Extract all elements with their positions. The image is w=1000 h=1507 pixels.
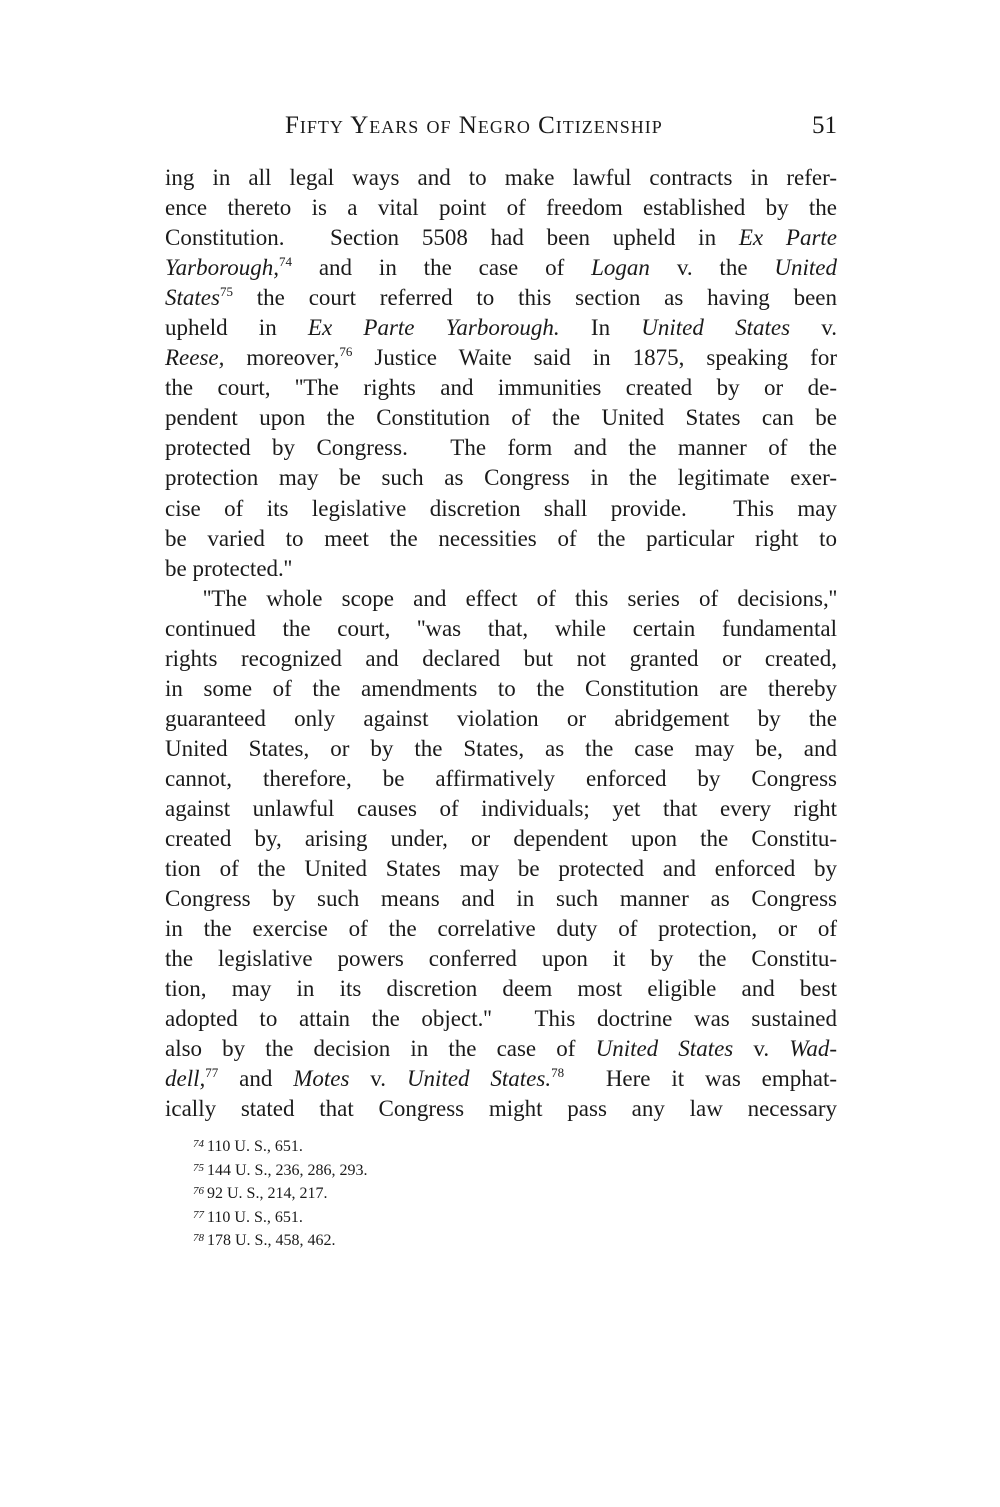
text-line: continued the court, ''was that, while certain fundamental	[165, 615, 837, 641]
footnote: $^{74}$ 110 U. S., 651.	[193, 1138, 303, 1155]
text-line: also by the decision in the case of United States v. Wad-	[165, 1036, 838, 1062]
text-line: rights recognized and declared but not granted or created,	[165, 645, 837, 671]
running-title: Fifty Years of Negro Citizenship	[285, 112, 663, 139]
text-line: ''The whole scope and effect of this series of decisions,''	[203, 585, 837, 611]
text-line: ing in all legal ways and to make lawful contracts in refer-	[165, 165, 837, 190]
footnote: $^{78}$ 178 U. S., 458, 462.	[193, 1232, 336, 1250]
text-line: cise of its legislative discretion shall provide. This may	[165, 495, 837, 521]
footnote: $^{75}$ 144 U. S., 236, 286, 293.	[193, 1161, 368, 1179]
text-line: ence thereto is a vital point of freedom established by the	[165, 195, 837, 221]
text-line: against unlawful causes of individuals; yet that every right	[165, 795, 837, 821]
text-line: Constitution. Section 5508 had been upheld in Ex Parte	[165, 225, 837, 251]
text-line: the legislative powers conferred upon it by the Constitu-	[165, 946, 837, 972]
text-line: protected by Congress. The form and the manner of the	[165, 435, 837, 461]
text-line: in some of the amendments to the Constitution are thereby	[165, 675, 837, 701]
text-line: tion of the United States may be protected and enforced by	[165, 856, 837, 882]
footnote-ref: 76	[339, 344, 353, 360]
text-line: dell,$^{77}$ and Motes v. United States.$^{78}$ Here it was emphat-	[165, 1065, 838, 1092]
text-line: Reese, moreover,$^{76}$ Justice Waite said in 1875, speaking for	[165, 344, 837, 371]
text-line: guaranteed only against violation or abridgement by the	[165, 705, 837, 731]
text-line: Yarborough,$^{74}$ and in the case of Logan v. the United	[165, 254, 838, 281]
text-line: adopted to attain the object.'' This doctrine was sustained	[165, 1006, 837, 1032]
text-line: upheld in Ex Parte Yarborough. In United States v.	[165, 315, 838, 341]
text-line: tion, may in its discretion deem most eligible and best	[165, 976, 837, 1002]
footnote: $^{77}$ 110 U. S., 651.	[193, 1208, 303, 1226]
text-line: in the exercise of the correlative duty of protection, or of	[165, 916, 837, 942]
text-line: protection may be such as Congress in the legitimate exer-	[165, 465, 837, 491]
footnote-mark: 76	[193, 1185, 204, 1198]
footnote-ref: 75	[219, 284, 233, 300]
body-text	[165, 163, 837, 1125]
text-line: the court, ''The rights and immunities created by or de-	[165, 375, 837, 401]
text-line: cannot, therefore, be affirmatively enforced by Congress	[165, 765, 837, 791]
text-line: States$^{75}$ the court referred to this section as having been	[165, 284, 837, 311]
text-line: ically stated that Congress might pass any law necessary	[165, 1096, 837, 1122]
footnote: $^{76}$ 92 U. S., 214, 217.	[193, 1185, 328, 1203]
footnote-ref: 78	[551, 1065, 565, 1081]
text-line: be protected.''	[165, 555, 293, 581]
footnote-mark: 77	[193, 1208, 204, 1221]
footnote-mark: 78	[193, 1232, 204, 1245]
text-line: be varied to meet the necessities of the particular right to	[165, 525, 837, 551]
text-line: pendent upon the Constitution of the United States can be	[165, 405, 837, 431]
footnote-mark: 75	[193, 1161, 204, 1174]
footnote-ref: 74	[278, 254, 292, 270]
footnote-ref: 77	[205, 1065, 219, 1081]
page-number: 51	[812, 112, 837, 139]
text-line: created by, arising under, or dependent upon the Constitu-	[165, 826, 837, 852]
running-head	[165, 112, 837, 152]
text-line: United States, or by the States, as the case may be, and	[165, 735, 837, 761]
footnotes	[193, 1133, 793, 1251]
text-line: Congress by such means and in such manner as Congress	[165, 886, 837, 912]
footnote-mark: 74	[193, 1138, 204, 1150]
